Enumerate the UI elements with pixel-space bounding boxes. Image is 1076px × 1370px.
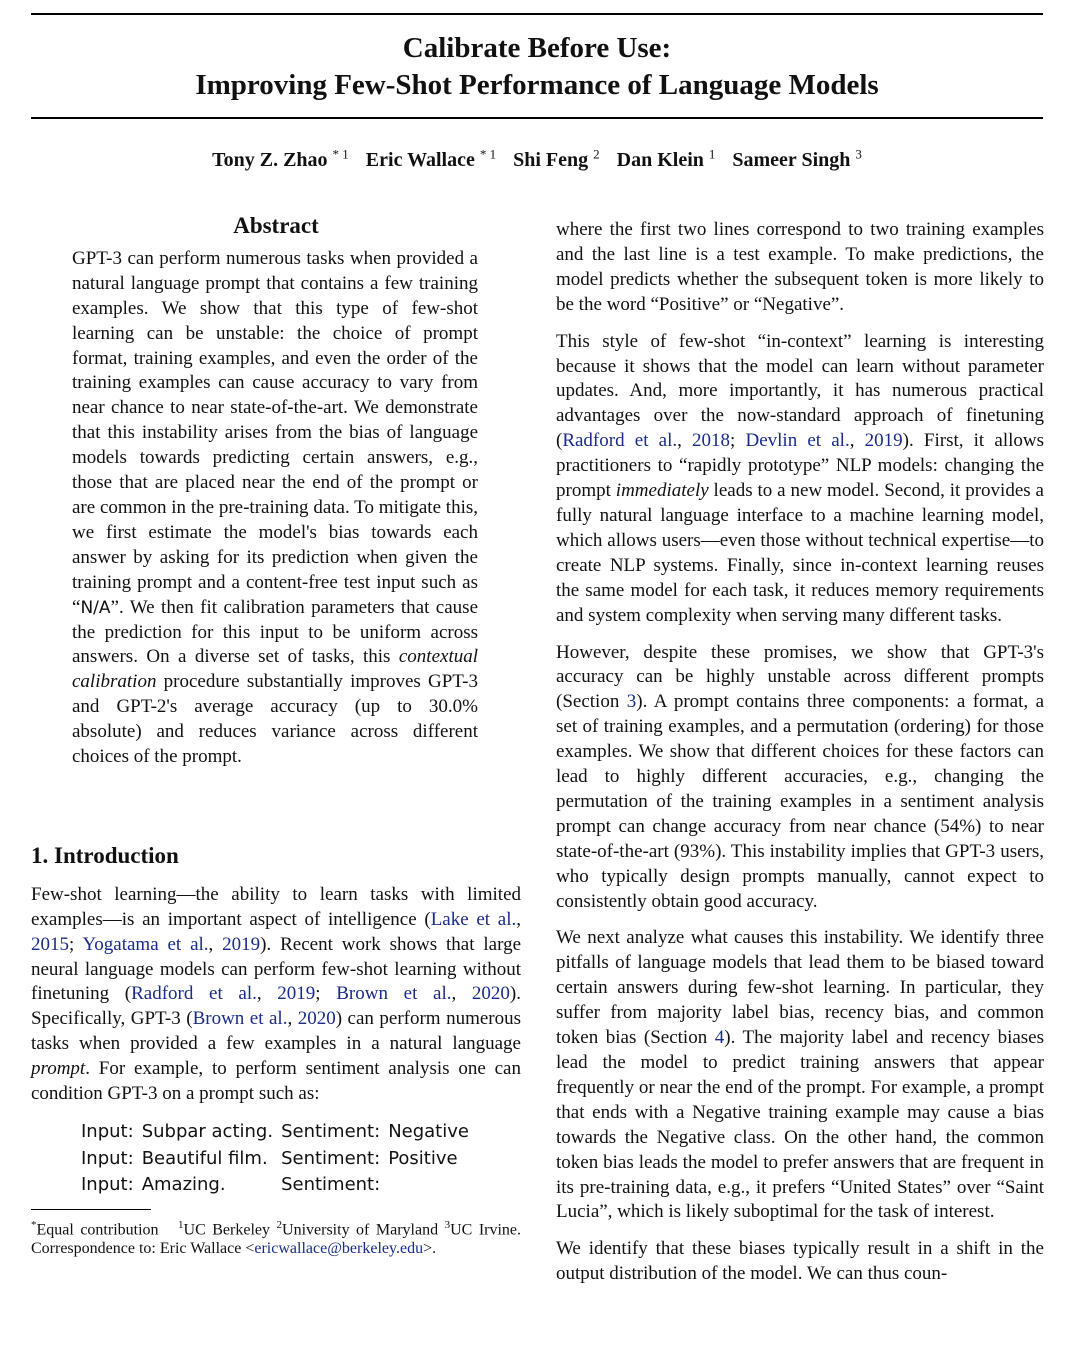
paragraph: where the first two lines correspond to two training examples and the last line is a test example. To make predictions, the model predicts whether the subsequent token is more likely to be the word “Positive” or “Negative”. [556,219,1044,315]
title-bottom-rule [31,117,1043,119]
paragraph: However, despite these promises, we show that GPT-3's accuracy can be highly unstable across different prompts (Section 3). A prompt contains three components: a format, a set of training examples, and a permutation (ordering) for those examples. We show that different choices for these factors can lead to highly different accuracies, e.g., changing the permutation of the training examples in a sentiment analysis prompt can change accuracy from near chance (54%) to near state-of-the-art (93%). This instability implies that GPT-3 users, who typically design prompts manually, cannot expect to consistently obtain good accuracy. [556,641,1044,912]
footnote: *Equal contribution $^1$UC Berkeley $^2$University of Maryland $^3$UC Irvine. Correspondence to: Eric Wallace <ericwallace@berkeley.edu>. [31,1218,522,1257]
author-3: Shi Feng $^2$ [513,146,600,171]
title-line-2: Improving Few-Shot Performance of Language Models [195,69,879,101]
abstract-heading: Abstract [233,213,319,238]
citation-link[interactable]: 2019 [222,933,261,955]
top-rule [31,13,1043,15]
left-column [31,214,521,1258]
prompt-line: Input: Subpar acting. Sentiment: Negative [81,1121,469,1142]
paragraph: This style of few-shot “in-context” learning is interesting because it shows that the model can learn without parameter updates. And, more importantly, it has numerous practical advantages over the now-standard approach of finetuning (Radford et al., 2018; Devlin et al., 2019). First, it allows practitioners to “rapidly prototype” NLP models: changing the prompt immediately leads to a new model. Second, it provides a fully natural language interface to a machine learning model, which allows users—even those without technical expertise—to create NLP systems. Finally, since in-context learning reuses the same model for each task, it reduces memory requirements and system complexity when serving many different tasks. [556,330,1044,626]
citation-link[interactable]: 2019 [277,983,316,1005]
author-5: Sameer Singh $^3$ [732,146,862,171]
citation-link[interactable]: Radford et al. [562,430,678,452]
prompt-example [81,1119,477,1199]
prompt-line: Input: Beautiful film. Sentiment: Positive [81,1147,458,1169]
section-ref-link[interactable]: 3 [626,691,637,713]
citation-link[interactable]: 2020 [297,1008,336,1030]
citation-link[interactable]: Devlin et al. [745,430,850,452]
citation-link[interactable]: Lake et al. [430,908,517,930]
citation-link[interactable]: Brown et al. [192,1008,288,1030]
intro-heading: 1. Introduction [31,842,179,868]
section-ref-link[interactable]: 4 [714,1027,725,1049]
citation-link[interactable]: Brown et al. [336,983,452,1005]
author-4: Dan Klein $^1$ [616,146,716,171]
author-list [31,146,1043,172]
paragraph: We next analyze what causes this instability. We identify three pitfalls of language models that lead them to be biased toward certain answers during few-shot learning. In particular, they suffer from majority label bias, recency bias, and common token bias (Section 4). The majority label and recency biases lead the model to predict training answers that appear frequently or near the end of the prompt. For example, a prompt that ends with a Negative training example may cause a bias towards the Negative class. On the other hand, the common token bias leads the model to prefer answers that are frequent in its pre-training data, e.g., it prefers “United States” over “Saint Lucia”, which is likely suboptimal for the task of interest. [556,927,1045,1223]
citation-link[interactable]: 2018 [692,430,731,452]
paper-title [31,30,1043,104]
title-line-1: Calibrate Before Use: [402,32,672,64]
author-1: Tony Z. Zhao $^{* 1}$ [212,146,349,171]
prompt-line: Input: Amazing. Sentiment: [81,1174,381,1195]
abstract-text: GPT-3 can perform numerous tasks when provided a natural language prompt that contains a few training examples. We show that this type of few-shot learning can be unstable: the choice of prompt format, training examples, and even the order of the training examples can cause accuracy to vary from near chance to near state-of-the-art. We demonstrate that this instability arises from the bias of language models towards predicting certain answers, e.g., those that are placed near the end of the prompt or are common in the pre-training data. To mitigate this, we first estimate the model's bias towards each answer by asking for its prediction when given the training prompt and a content-free test input such as “N/A”. We then fit calibration parameters that cause the prediction for this input to be uniform across answers. On a diverse set of tasks, this contextual calibration procedure substantially improves GPT-3 and GPT-2's average accuracy (up to 30.0% absolute) and reduces variance across different choices of the prompt. [72,247,478,768]
citation-link[interactable]: Radford et al. [131,983,257,1005]
citation-link[interactable]: 2020 [471,983,510,1005]
email-link[interactable]: ericwallace@berkeley.edu [254,1239,424,1257]
citation-link[interactable]: Yogatama et al. [82,933,209,955]
citation-link[interactable]: 2019 [864,430,903,452]
right-column [556,218,1044,1299]
intro-paragraph: Few-shot learning—the ability to learn tasks with limited examples—is an important aspect of intelligence (Lake et al., 2015; Yogatama et al., 2019). Recent work shows that large neural language models can perform few-shot learning without finetuning (Radford et al., 2019; Brown et al., 2020). Specifically, GPT-3 (Brown et al., 2020) can perform numerous tasks when provided a few examples in a natural language prompt. For example, to perform sentiment analysis one can condition GPT-3 on a prompt such as: [31,883,522,1105]
author-2: Eric Wallace $^{* 1}$ [365,146,497,171]
citation-link[interactable]: 2015 [31,933,69,955]
footnote-rule [31,1209,151,1210]
paragraph: We identify that these biases typically result in a shift in the output distribution of the model. We can thus coun- [556,1238,1044,1285]
